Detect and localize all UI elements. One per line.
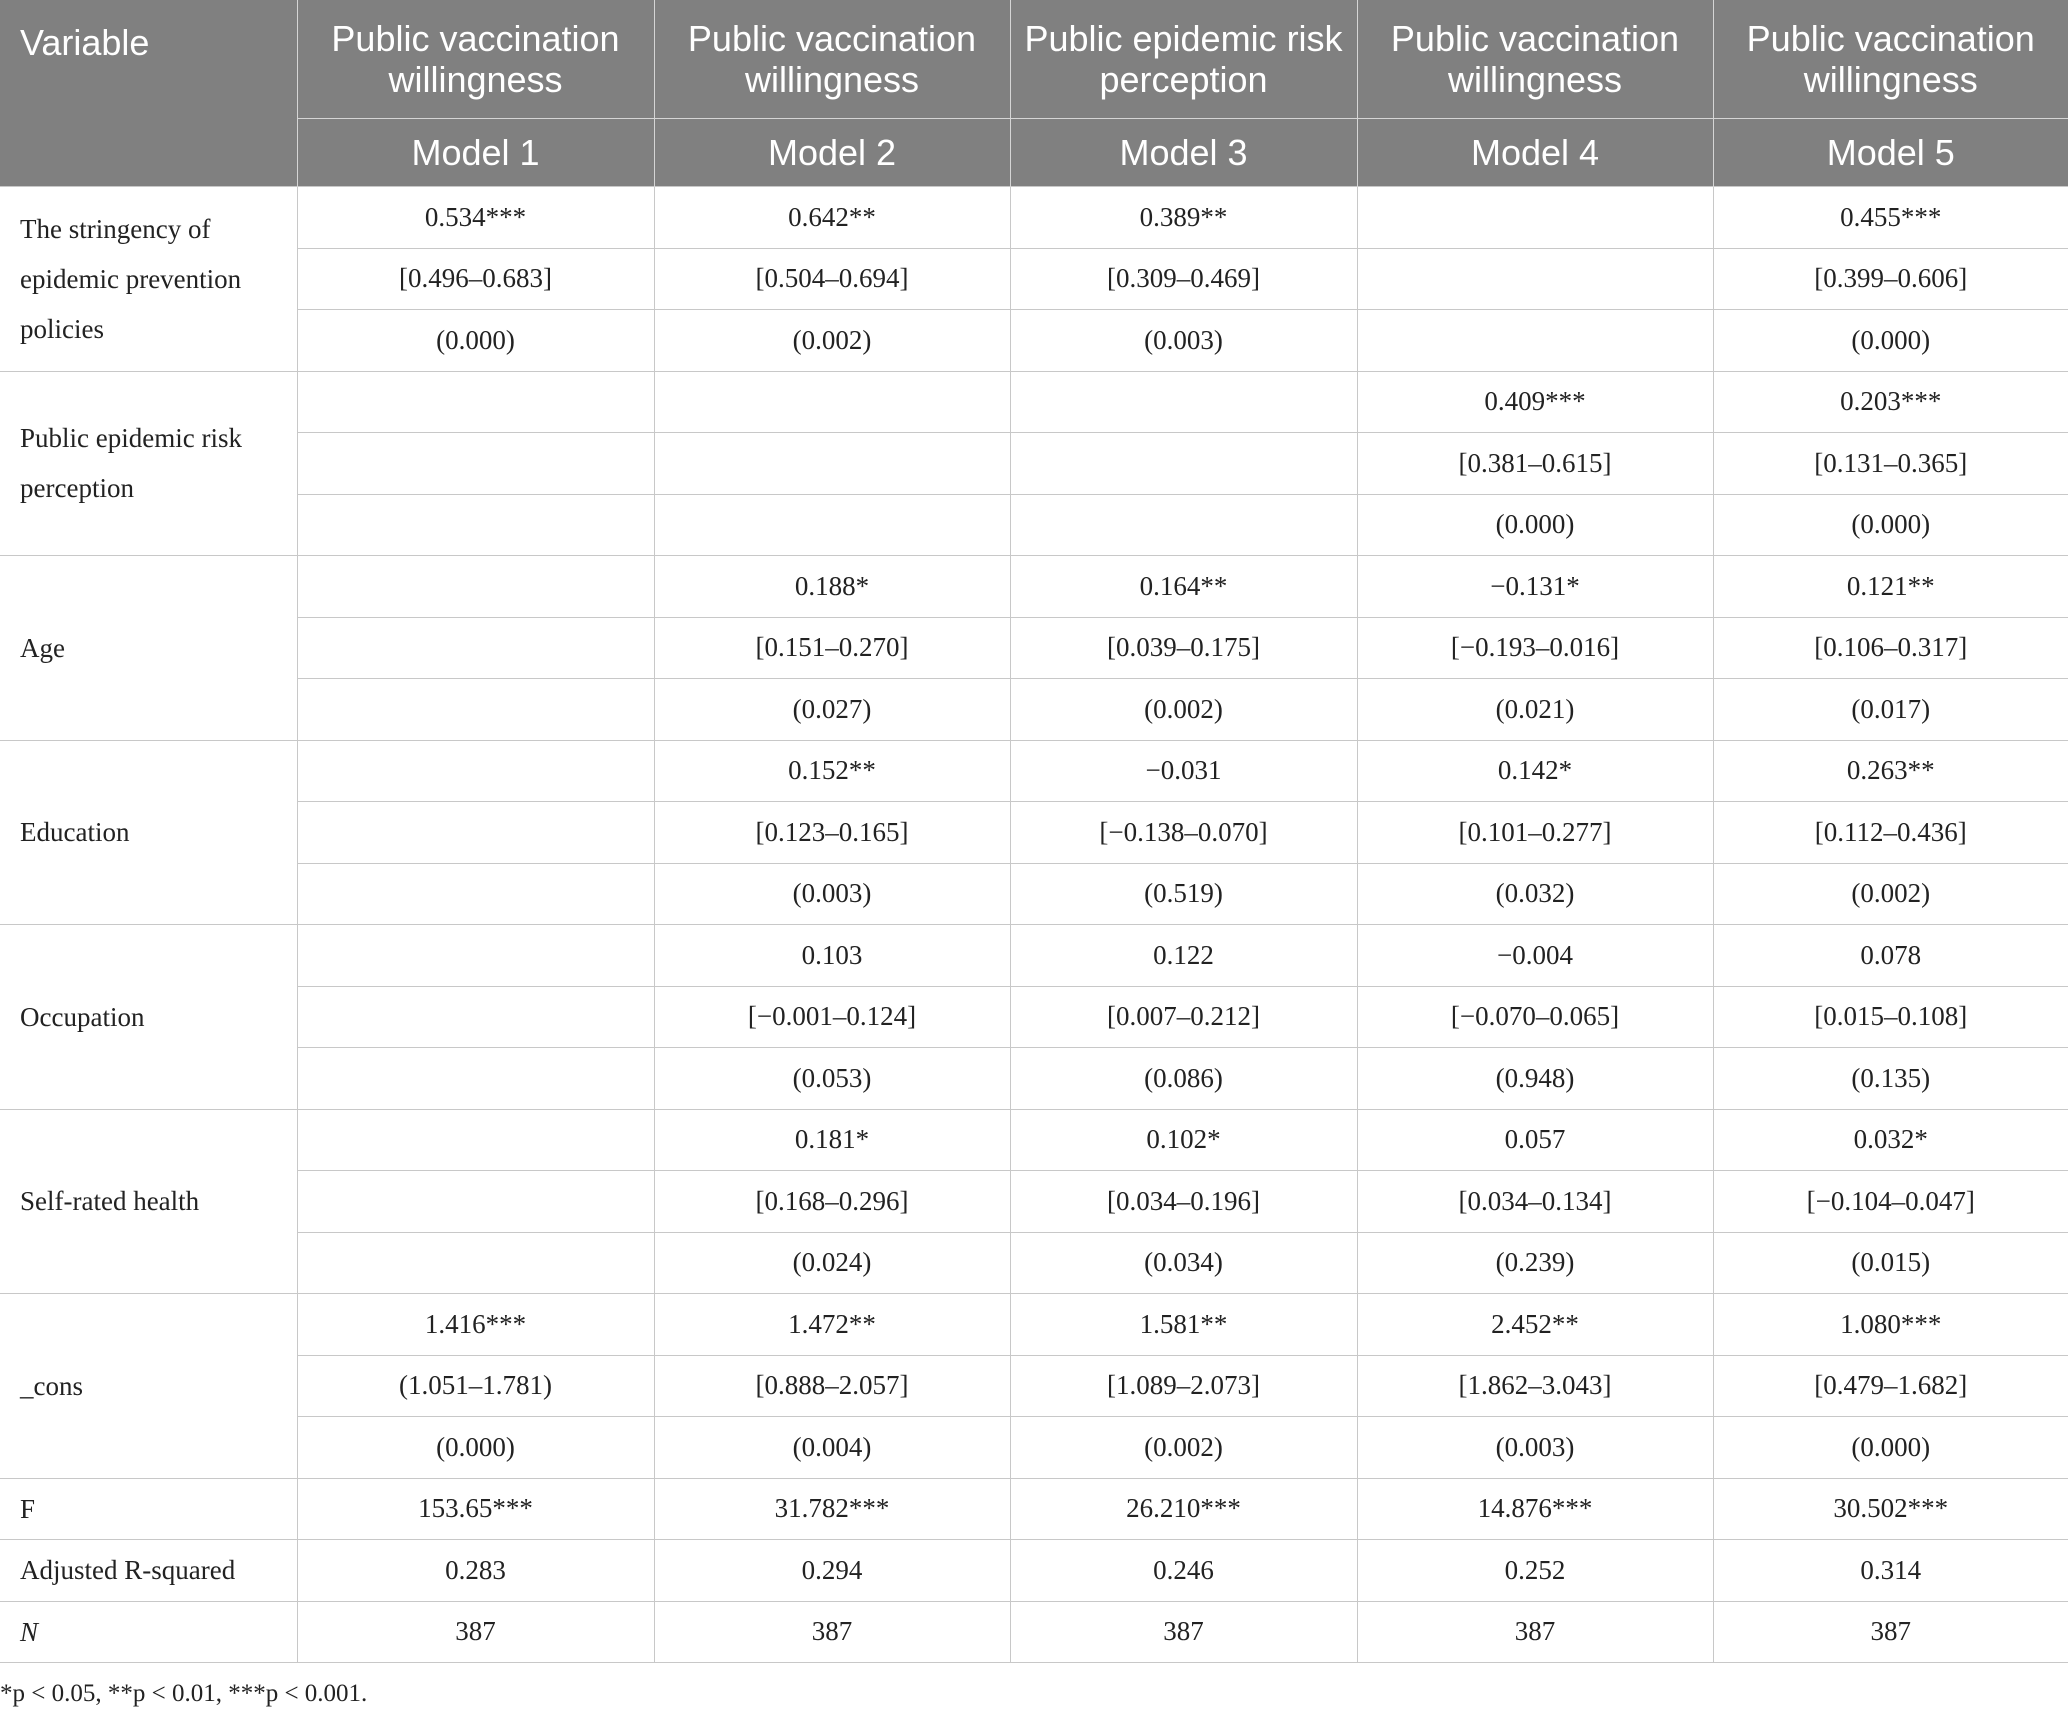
table-row bbox=[0, 1355, 2068, 1417]
table-cell bbox=[297, 1171, 654, 1233]
table-cell bbox=[654, 433, 1010, 495]
table-cell: (0.003) bbox=[1357, 1417, 1713, 1479]
table-cell: (0.000) bbox=[1713, 310, 2068, 372]
table-cell: (0.000) bbox=[297, 1417, 654, 1479]
table-cell bbox=[297, 986, 654, 1048]
footnote bbox=[0, 1680, 367, 1708]
header-dependent-5: Public vaccination willingness bbox=[1713, 0, 2068, 119]
table-cell: [1.089–2.073] bbox=[1010, 1355, 1357, 1417]
table-cell: (0.003) bbox=[1010, 310, 1357, 372]
table-cell: [0.496–0.683] bbox=[297, 248, 654, 310]
table-row bbox=[0, 371, 2068, 433]
table-cell: (0.000) bbox=[1357, 494, 1713, 556]
stat-cell: 31.782*** bbox=[654, 1478, 1010, 1540]
table-cell: [−0.138–0.070] bbox=[1010, 802, 1357, 864]
header-dependent-2: Public vaccination willingness bbox=[654, 0, 1010, 119]
table-cell: 0.263** bbox=[1713, 740, 2068, 802]
table-cell: (0.002) bbox=[1713, 863, 2068, 925]
stat-cell: 0.283 bbox=[297, 1540, 654, 1602]
table-cell: [0.151–0.270] bbox=[654, 617, 1010, 679]
table-cell: (0.017) bbox=[1713, 679, 2068, 741]
table-cell bbox=[297, 863, 654, 925]
table-cell: [−0.001–0.124] bbox=[654, 986, 1010, 1048]
table-cell bbox=[297, 617, 654, 679]
table-cell: [0.479–1.682] bbox=[1713, 1355, 2068, 1417]
table-row bbox=[0, 1294, 2068, 1356]
table-row bbox=[0, 925, 2068, 987]
table-cell: 0.122 bbox=[1010, 925, 1357, 987]
table-body bbox=[0, 187, 2068, 1663]
stat-label: F bbox=[0, 1478, 297, 1540]
variable-label: Education bbox=[0, 740, 297, 925]
stat-cell: 153.65*** bbox=[297, 1478, 654, 1540]
table-cell: 1.472** bbox=[654, 1294, 1010, 1356]
table-cell: (0.002) bbox=[1010, 1417, 1357, 1479]
table-cell bbox=[1010, 371, 1357, 433]
table-row bbox=[0, 986, 2068, 1048]
header-model-5: Model 5 bbox=[1713, 119, 2068, 187]
table-row bbox=[0, 433, 2068, 495]
variable-label: _cons bbox=[0, 1294, 297, 1479]
header-dependent-3: Public epidemic risk perception bbox=[1010, 0, 1357, 119]
table-cell bbox=[1357, 310, 1713, 372]
table-cell: (0.015) bbox=[1713, 1232, 2068, 1294]
variable-label: Self-rated health bbox=[0, 1109, 297, 1294]
table-cell bbox=[297, 1232, 654, 1294]
header-model-1: Model 1 bbox=[297, 119, 654, 187]
table-row bbox=[0, 802, 2068, 864]
stat-label: Adjusted R-squared bbox=[0, 1540, 297, 1602]
table-cell: [−0.104–0.047] bbox=[1713, 1171, 2068, 1233]
table-cell: [1.862–3.043] bbox=[1357, 1355, 1713, 1417]
header-model-3: Model 3 bbox=[1010, 119, 1357, 187]
table-cell bbox=[1357, 187, 1713, 249]
table-cell: 1.416*** bbox=[297, 1294, 654, 1356]
table-cell: (0.086) bbox=[1010, 1048, 1357, 1110]
table-cell: (0.003) bbox=[654, 863, 1010, 925]
table-cell: 0.032* bbox=[1713, 1109, 2068, 1171]
header-dependent-4: Public vaccination willingness bbox=[1357, 0, 1713, 119]
table-cell bbox=[1357, 248, 1713, 310]
table-row bbox=[0, 248, 2068, 310]
table-cell: [0.168–0.296] bbox=[654, 1171, 1010, 1233]
header-model-4: Model 4 bbox=[1357, 119, 1713, 187]
table-cell bbox=[297, 494, 654, 556]
header-dependent-1: Public vaccination willingness bbox=[297, 0, 654, 119]
table-cell bbox=[654, 371, 1010, 433]
table-cell: 0.102* bbox=[1010, 1109, 1357, 1171]
table-cell: (1.051–1.781) bbox=[297, 1355, 654, 1417]
table-cell: [−0.070–0.065] bbox=[1357, 986, 1713, 1048]
table-cell: 0.078 bbox=[1713, 925, 2068, 987]
table-cell bbox=[297, 1109, 654, 1171]
variable-label: Age bbox=[0, 556, 297, 741]
header-model-2: Model 2 bbox=[654, 119, 1010, 187]
stat-cell: 0.314 bbox=[1713, 1540, 2068, 1602]
table-cell: −0.004 bbox=[1357, 925, 1713, 987]
table-cell: (0.032) bbox=[1357, 863, 1713, 925]
table-cell: (0.000) bbox=[297, 310, 654, 372]
table-cell: [0.106–0.317] bbox=[1713, 617, 2068, 679]
table-cell: 0.121** bbox=[1713, 556, 2068, 618]
table-cell: −0.131* bbox=[1357, 556, 1713, 618]
table-cell: 0.181* bbox=[654, 1109, 1010, 1171]
table-cell: (0.135) bbox=[1713, 1048, 2068, 1110]
footnote-text: *p < 0.05, **p < 0.01, ***p < 0.001. bbox=[0, 1680, 368, 1707]
table-cell: 2.452** bbox=[1357, 1294, 1713, 1356]
table-cell: [0.123–0.165] bbox=[654, 802, 1010, 864]
stat-label: N bbox=[0, 1601, 297, 1663]
stat-cell: 0.252 bbox=[1357, 1540, 1713, 1602]
table-cell: 0.534*** bbox=[297, 187, 654, 249]
table-cell bbox=[297, 556, 654, 618]
table-cell: (0.053) bbox=[654, 1048, 1010, 1110]
stat-cell: 14.876*** bbox=[1357, 1478, 1713, 1540]
table-row bbox=[0, 863, 2068, 925]
table-cell: [0.039–0.175] bbox=[1010, 617, 1357, 679]
variable-label: Occupation bbox=[0, 925, 297, 1110]
table-row bbox=[0, 679, 2068, 741]
table-row bbox=[0, 1048, 2068, 1110]
table-cell bbox=[297, 740, 654, 802]
table-row bbox=[0, 740, 2068, 802]
table-cell: (0.034) bbox=[1010, 1232, 1357, 1294]
stat-cell: 0.246 bbox=[1010, 1540, 1357, 1602]
table-cell: (0.002) bbox=[1010, 679, 1357, 741]
table-cell bbox=[297, 371, 654, 433]
stat-cell: 387 bbox=[297, 1601, 654, 1663]
table-cell: 0.203*** bbox=[1713, 371, 2068, 433]
table-cell: 0.455*** bbox=[1713, 187, 2068, 249]
table-row bbox=[0, 556, 2068, 618]
header-variable: Variable bbox=[0, 0, 297, 187]
table-cell: 0.642** bbox=[654, 187, 1010, 249]
table-cell: 0.188* bbox=[654, 556, 1010, 618]
stat-row bbox=[0, 1540, 2068, 1602]
table-cell: (0.021) bbox=[1357, 679, 1713, 741]
table-cell: 0.057 bbox=[1357, 1109, 1713, 1171]
table-row bbox=[0, 1171, 2068, 1233]
table-cell: [0.015–0.108] bbox=[1713, 986, 2068, 1048]
table-cell: [0.888–2.057] bbox=[654, 1355, 1010, 1417]
variable-label: Public epidemic risk perception bbox=[0, 371, 297, 556]
table-cell: [0.131–0.365] bbox=[1713, 433, 2068, 495]
table-cell bbox=[297, 1048, 654, 1110]
table-cell: [0.309–0.469] bbox=[1010, 248, 1357, 310]
table-cell: 0.389** bbox=[1010, 187, 1357, 249]
variable-label: The stringency of epidemic prevention policies bbox=[0, 187, 297, 372]
table-cell: −0.031 bbox=[1010, 740, 1357, 802]
table-row bbox=[0, 1109, 2068, 1171]
table-cell bbox=[297, 433, 654, 495]
stat-cell: 387 bbox=[1357, 1601, 1713, 1663]
stat-cell: 387 bbox=[654, 1601, 1010, 1663]
table-cell bbox=[297, 679, 654, 741]
table-cell: (0.000) bbox=[1713, 494, 2068, 556]
table-cell: (0.948) bbox=[1357, 1048, 1713, 1110]
table-cell: (0.002) bbox=[654, 310, 1010, 372]
table-cell: 0.409*** bbox=[1357, 371, 1713, 433]
table-cell: (0.239) bbox=[1357, 1232, 1713, 1294]
stat-cell: 387 bbox=[1010, 1601, 1357, 1663]
table-row bbox=[0, 617, 2068, 679]
table-cell: (0.004) bbox=[654, 1417, 1010, 1479]
table-cell: [0.112–0.436] bbox=[1713, 802, 2068, 864]
table-cell bbox=[297, 925, 654, 987]
stat-cell: 26.210*** bbox=[1010, 1478, 1357, 1540]
table-cell: [0.101–0.277] bbox=[1357, 802, 1713, 864]
table-cell: (0.027) bbox=[654, 679, 1010, 741]
table-cell bbox=[1010, 494, 1357, 556]
table-cell: 0.164** bbox=[1010, 556, 1357, 618]
table-row bbox=[0, 1232, 2068, 1294]
stat-cell: 387 bbox=[1713, 1601, 2068, 1663]
table-cell bbox=[297, 802, 654, 864]
table-cell: 1.581** bbox=[1010, 1294, 1357, 1356]
table-row bbox=[0, 187, 2068, 249]
table-cell bbox=[654, 494, 1010, 556]
table-cell: (0.024) bbox=[654, 1232, 1010, 1294]
table-cell: [0.381–0.615] bbox=[1357, 433, 1713, 495]
table-cell: [0.399–0.606] bbox=[1713, 248, 2068, 310]
table-cell: (0.000) bbox=[1713, 1417, 2068, 1479]
table-cell: [0.034–0.196] bbox=[1010, 1171, 1357, 1233]
table-cell: 1.080*** bbox=[1713, 1294, 2068, 1356]
table-cell: [0.034–0.134] bbox=[1357, 1171, 1713, 1233]
stat-cell: 0.294 bbox=[654, 1540, 1010, 1602]
stat-row bbox=[0, 1601, 2068, 1663]
table-cell: 0.142* bbox=[1357, 740, 1713, 802]
table-cell: (0.519) bbox=[1010, 863, 1357, 925]
table-cell: 0.103 bbox=[654, 925, 1010, 987]
stat-cell: 30.502*** bbox=[1713, 1478, 2068, 1540]
table-cell: [0.007–0.212] bbox=[1010, 986, 1357, 1048]
table-cell: [−0.193–0.016] bbox=[1357, 617, 1713, 679]
table-cell bbox=[1010, 433, 1357, 495]
table-row bbox=[0, 310, 2068, 372]
table-cell: 0.152** bbox=[654, 740, 1010, 802]
table-cell: [0.504–0.694] bbox=[654, 248, 1010, 310]
stat-row bbox=[0, 1478, 2068, 1540]
table-row bbox=[0, 494, 2068, 556]
table-row bbox=[0, 1417, 2068, 1479]
